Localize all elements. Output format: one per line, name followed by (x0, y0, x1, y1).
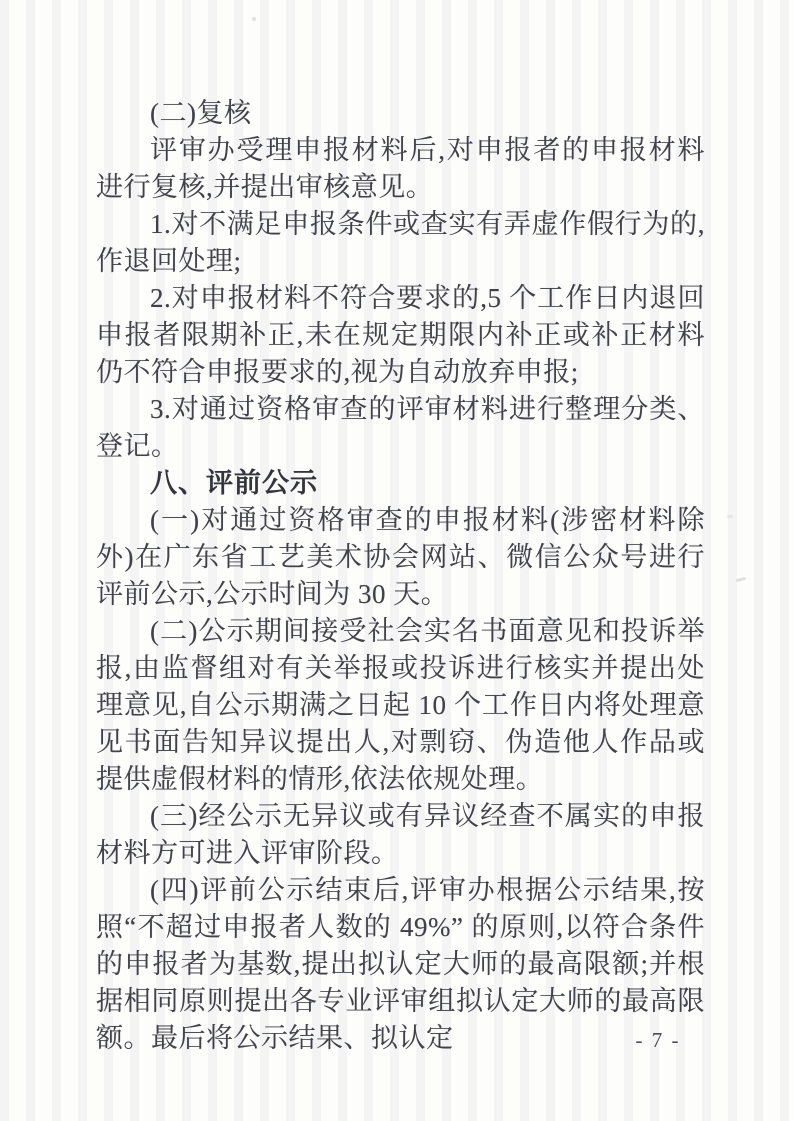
page-number: - 7 - (635, 1028, 681, 1052)
document-body (96, 95, 705, 1057)
section-subheading: (二)复核 (150, 98, 252, 128)
paragraph: (一)对通过资格审查的申报材料(涉密材料除外)在广东省工艺美术协会网站、微信公众号进行评前公示,公示时间为 30 天。 (96, 505, 705, 609)
paragraph: (三)经公示无异议或有异议经查不属实的申报材料方可进入评审阶段。 (96, 801, 705, 868)
section-heading: 八、评前公示 (150, 468, 318, 498)
scan-artifact (727, 515, 733, 518)
paragraph: (四)评前公示结束后,评审办根据公示结果,按照“不超过申报者人数的 49%” 的原则,以符合条件的申报者为基数,提出拟认定大师的最高限额;并根据相同原则提出各专业评审组拟认定大师的最高限额。最后将公示结果、拟认定 (96, 875, 705, 1053)
paragraph: (二)公示期间接受社会实名书面意见和投诉举报,由监督组对有关举报或投诉进行核实并提出处理意见,自公示期满之日起 10 个工作日内将处理意见书面告知异议提出人,对剽窃、伪造他人作品或提供虚假材料的情形,依法依规处理。 (96, 616, 705, 794)
paragraph: 评审办受理申报材料后,对申报者的申报材料进行复核,并提出审核意见。 (96, 135, 705, 202)
scan-artifact (252, 17, 256, 21)
numbered-item: 1.对不满足申报条件或查实有弄虚作假行为的,作退回处理; (96, 209, 705, 276)
scan-artifact (736, 577, 746, 582)
numbered-item: 3.对通过资格审查的评审材料进行整理分类、登记。 (96, 394, 705, 461)
numbered-item: 2.对申报材料不符合要求的,5 个工作日内退回申报者限期补正,未在规定期限内补正或补正材料仍不符合申报要求的,视为自动放弃申报; (96, 283, 705, 387)
